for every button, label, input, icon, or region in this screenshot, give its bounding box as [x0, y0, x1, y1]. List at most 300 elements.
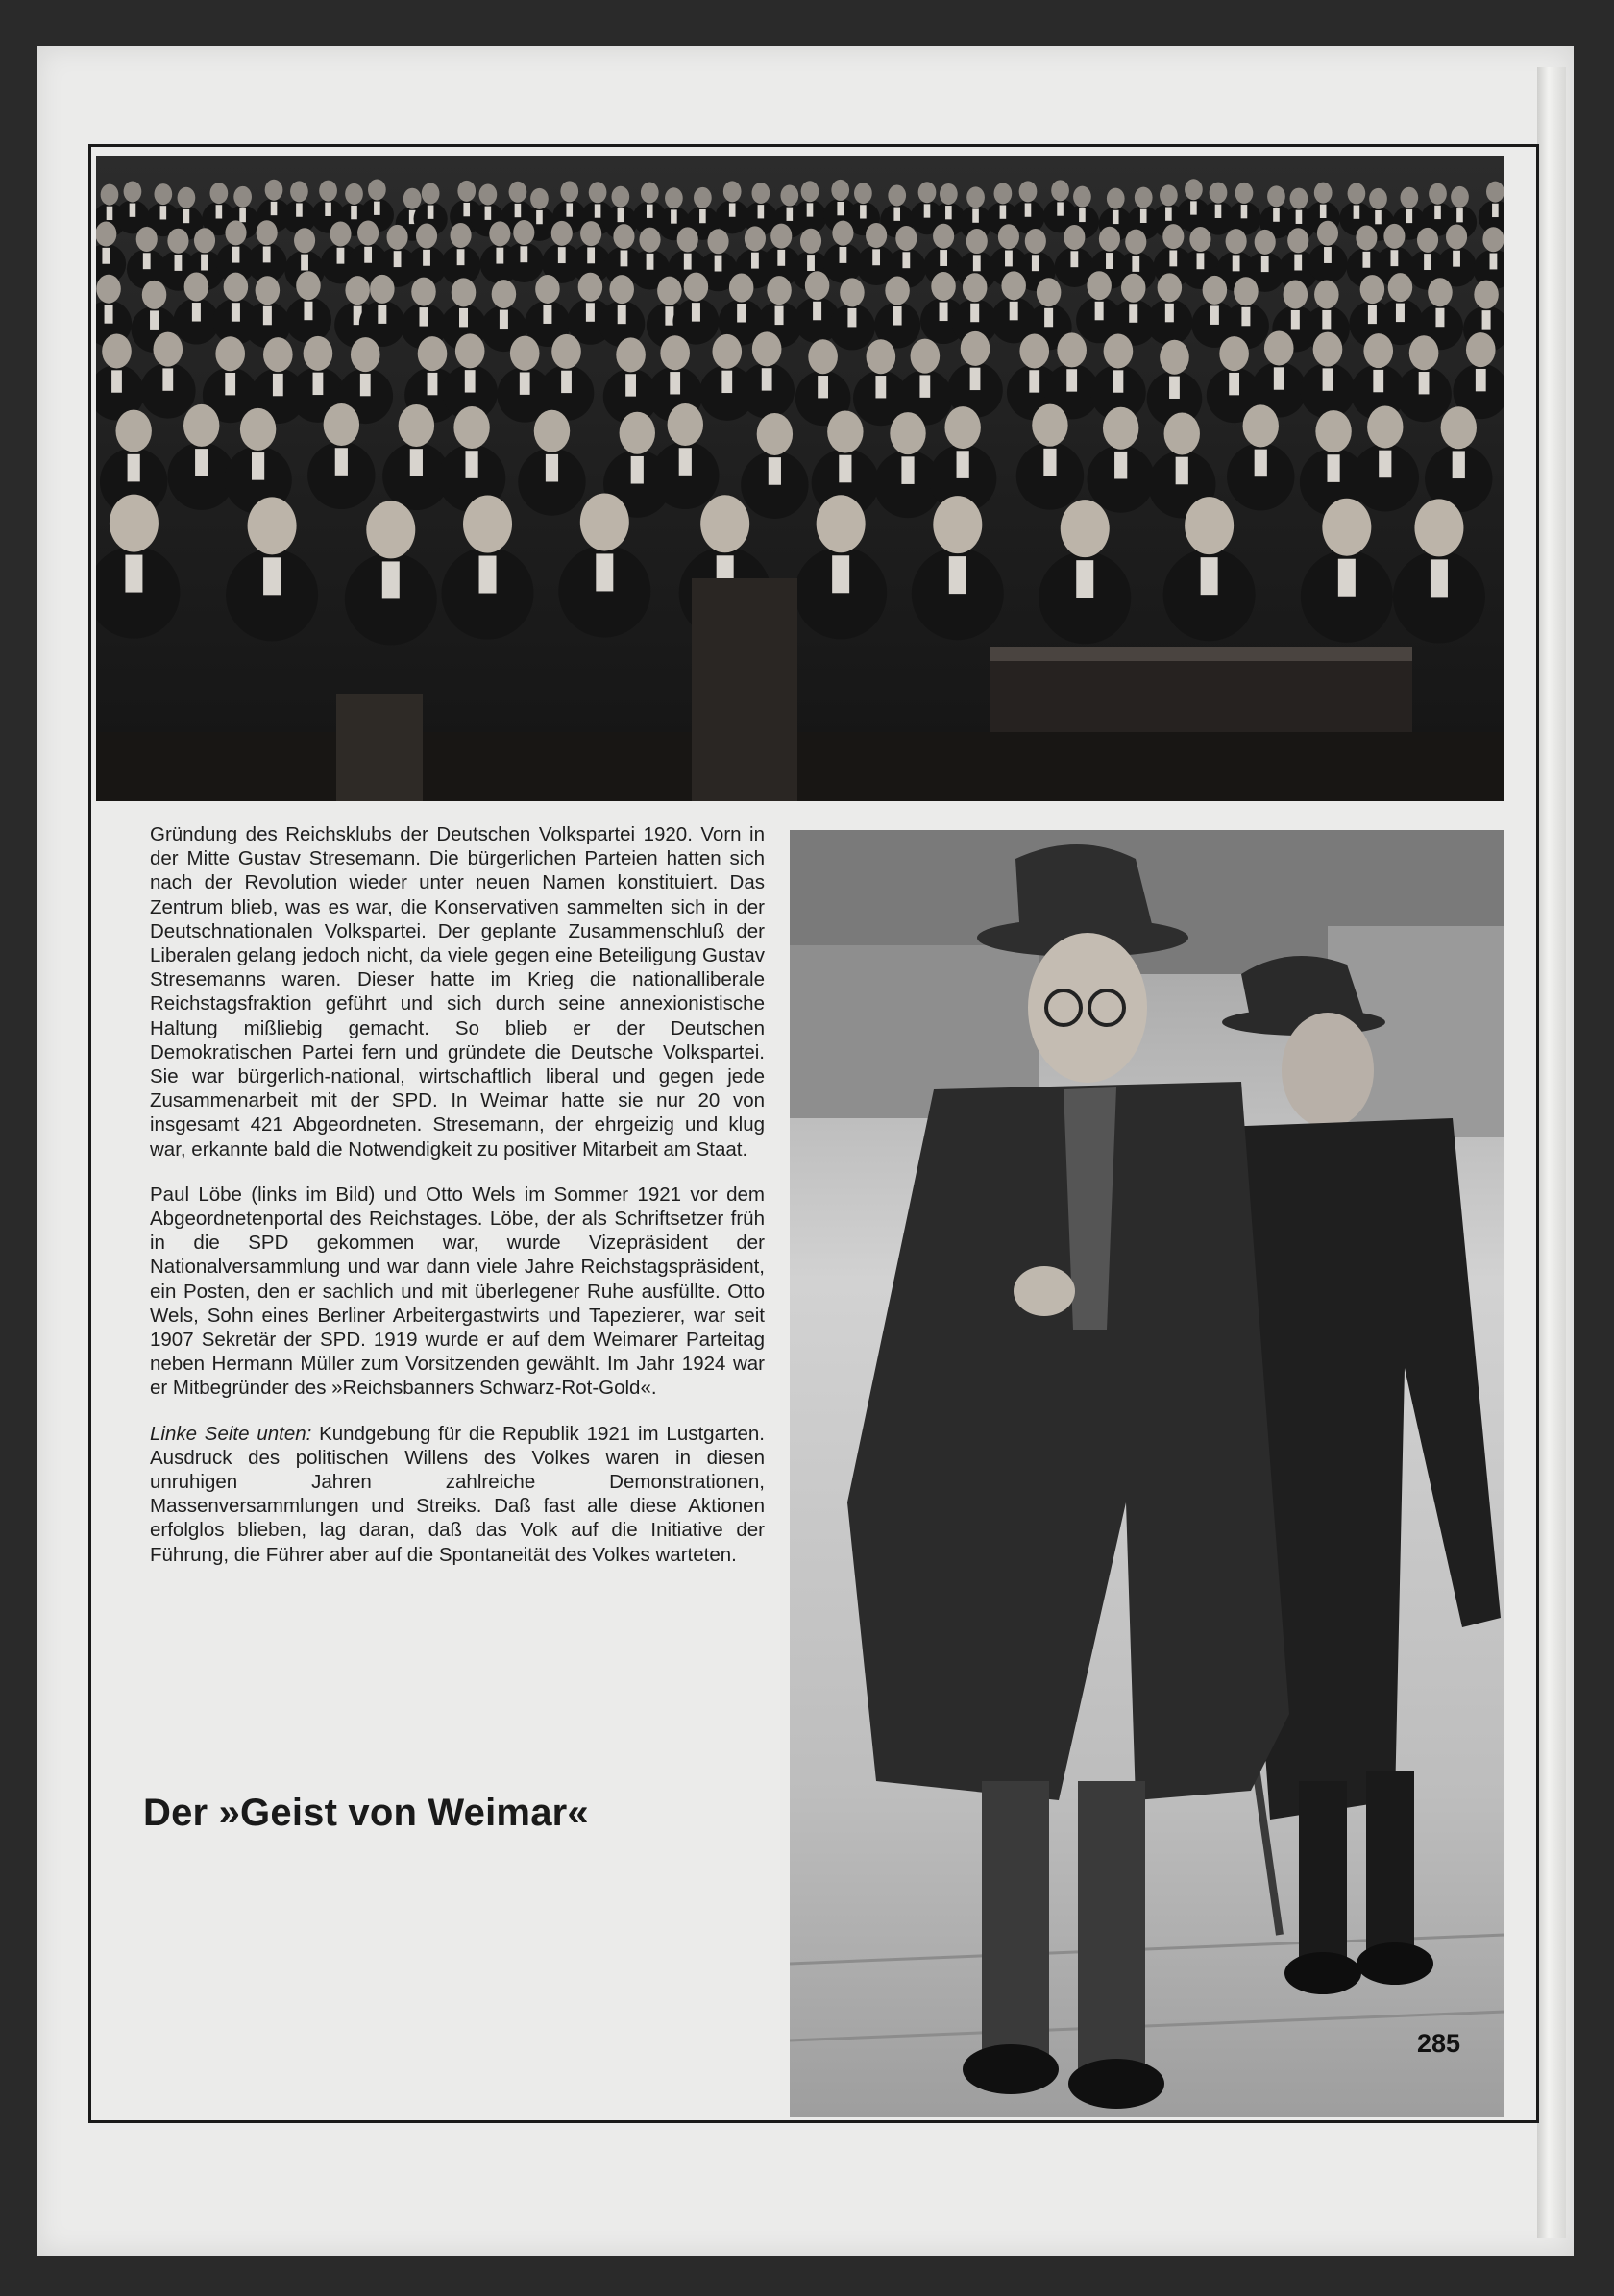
attendee-collar [428, 206, 434, 219]
attendee-head [294, 228, 315, 253]
attendee-head [1414, 499, 1463, 556]
attendee-collar [1197, 253, 1205, 269]
attendee-head [178, 187, 196, 208]
attendee-collar [1113, 370, 1124, 392]
attendee-head [800, 229, 821, 254]
attendee-collar [1169, 250, 1177, 266]
attendee-collar [618, 208, 624, 222]
attendee-collar [1066, 369, 1077, 391]
attendee-collar [1000, 205, 1007, 218]
attendee-head [1356, 226, 1377, 251]
attendee-head [933, 224, 954, 249]
attendee-collar [840, 247, 847, 263]
caption-paragraph-3-text: Kundgebung für die Republik 1921 im Lustgarten. Ausdruck des politischen Willens des Volkes waren in diesen unruhigen Jahren zahlreiche Demonstrationen, Massenversammlungen und Streiks. Daß fast alle diese Aktionen erfolglos blieben, lag daran, daß das Volk auf die Initiative der Führung, die Führer aber auf die Spontaneität des Volkes warteten. [150, 1422, 765, 1566]
attendee-collar [1379, 451, 1391, 478]
attendee-collar [543, 305, 551, 324]
attendee-head [319, 181, 337, 202]
attendee-head [1001, 271, 1026, 300]
attendee-collar [621, 250, 628, 266]
page-number: 285 [1416, 2029, 1460, 2058]
attendee-head [366, 501, 415, 558]
attendee-head [1032, 404, 1067, 447]
attendee-collar [832, 555, 849, 593]
attendee-head [1019, 181, 1038, 202]
attendee-head [966, 229, 988, 254]
attendee-head [296, 271, 321, 300]
attendee-collar [263, 247, 271, 263]
attendee-head [1428, 278, 1453, 306]
attendee-head [370, 275, 395, 304]
attendee-collar [313, 373, 324, 395]
attendee-collar [631, 456, 644, 484]
attendee-head [233, 186, 252, 208]
attendee-head [96, 222, 116, 247]
attendee-head [411, 278, 436, 306]
attendee-head [580, 221, 601, 246]
attendee-collar [128, 454, 140, 482]
attendee-collar [587, 247, 595, 263]
attendee-head [535, 275, 560, 304]
attendee-head [225, 220, 246, 245]
attendee-collar [1327, 454, 1339, 482]
attendee-head [452, 278, 477, 306]
attendee-collar [566, 203, 573, 216]
attendee-head [745, 226, 766, 251]
attendee-head [463, 496, 512, 553]
attendee-head [183, 404, 219, 447]
attendee-collar [1453, 451, 1465, 478]
attendee-collar [216, 205, 223, 218]
sleeve-edge [1537, 67, 1566, 2238]
attendee-head [357, 221, 379, 246]
attendee-collar [1322, 310, 1331, 330]
attendee-head [1203, 276, 1228, 305]
attendee-collar [150, 310, 159, 330]
attendee-head [684, 273, 709, 302]
attendee-head [1243, 404, 1279, 447]
attendee-head [578, 273, 603, 302]
attendee-collar [949, 556, 966, 594]
attendee-head [453, 406, 489, 449]
attendee-head [770, 224, 792, 249]
caption-paragraph-1: Gründung des Reichsklubs der Deutschen Volkspartei 1920. Vorn in der Mitte Gustav Stresemann. Die bürgerlichen Parteien hatten sich nach der Revolution wieder unter neuen Namen konstituiert. Das Zentrum blieb, was es war, die Konservativen sammelten sich in der Deutschnationalen Volkspartei. Der geplante Zusammenschluß der Liberalen gelang jedoch nicht, da viele gegen eine Beteiligung Gustav Stresemanns waren. Dieser hatte im Krieg die nationalliberale Reichstagsfraktion geführt und sich durch seine annexionistische Haltung mißliebig gemacht. So blieb er der Deutschen Demokratischen Partei fern und gründete die Deutsche Volkspartei. Sie war bürgerlich-national, wirtschaftlich liberal und gegen jede Zusammenarbeit mit der SPD. In Weimar hatte sie nur 20 von insgesamt 421 Abgeordneten. Stresemann, der ehrgeizig und klug war, erkannte bald die Notwendigkeit zu positiver Mitarbeit am Staat. [150, 823, 765, 1160]
attendee-collar [515, 204, 522, 217]
attendee-head [890, 412, 925, 454]
attendee-head [668, 403, 703, 446]
attendee-head [1057, 332, 1087, 367]
attendee-head [1160, 340, 1189, 375]
attendee-head [757, 413, 793, 455]
attendee-head [911, 339, 941, 374]
attendee-head [330, 221, 351, 246]
attendee-head [265, 180, 283, 201]
attendee-head [700, 495, 749, 552]
attendee-head [351, 337, 380, 372]
attendee-head [153, 332, 183, 367]
attendee-collar [143, 253, 151, 269]
attendee-head [399, 404, 434, 447]
attendee-collar [335, 448, 348, 476]
attendee-head [1429, 183, 1447, 205]
attendee-head [657, 277, 682, 305]
attendee-collar [737, 304, 746, 323]
attendee-collar [536, 210, 543, 224]
attendee-head [1235, 183, 1254, 204]
attendee-collar [520, 246, 527, 262]
attendee-head [867, 339, 896, 374]
attendee-head [404, 188, 422, 209]
attendee-head [1400, 187, 1418, 208]
attendee-head [694, 187, 712, 208]
attendee-head [944, 406, 980, 449]
attendee-collar [232, 247, 240, 263]
attendee-head [1314, 183, 1333, 204]
attendee-collar [105, 305, 113, 324]
attendee-head [885, 277, 910, 305]
attendee-head [660, 335, 690, 370]
attendee-head [240, 408, 276, 451]
attendee-collar [1057, 202, 1064, 215]
attendee-collar [364, 247, 372, 263]
attendee-head [194, 228, 215, 253]
attendee-head [752, 331, 782, 366]
attendee-head [641, 183, 659, 204]
attendee-collar [459, 308, 468, 328]
attendee-collar [175, 255, 183, 271]
attendee-head [888, 184, 906, 206]
attendee-collar [337, 248, 345, 264]
attendee-collar [1294, 255, 1302, 271]
attendee-collar [1076, 560, 1093, 598]
attendee-collar [102, 248, 110, 264]
attendee-collar [1406, 209, 1413, 223]
attendee-collar [758, 205, 765, 218]
attendee-head [1255, 230, 1276, 255]
attendee-head [1121, 274, 1146, 303]
attendee-collar [1492, 204, 1499, 217]
attendee-collar [130, 204, 136, 217]
attendee-head [1158, 273, 1183, 302]
attendee-head [257, 220, 278, 245]
attendee-head [534, 410, 570, 452]
attendee-head [215, 336, 245, 371]
attendee-head [1219, 336, 1249, 371]
attendee-collar [1375, 210, 1382, 224]
attendee-collar [618, 305, 626, 325]
attendee-head [422, 183, 440, 204]
attendee-collar [304, 302, 312, 321]
attendee-head [115, 410, 151, 452]
attendee-head [416, 224, 437, 249]
attendee-collar [751, 253, 759, 269]
attendee-head [492, 280, 517, 308]
attendee-collar [1323, 368, 1333, 390]
attendee-collar [201, 255, 208, 271]
attendee-collar [1165, 304, 1174, 323]
attendee-head [513, 220, 534, 245]
attendee-head [1369, 188, 1387, 209]
attendee-head [1363, 333, 1393, 368]
attendee-head [940, 183, 958, 205]
attendee-collar [1025, 203, 1032, 216]
attendee-head [1290, 188, 1308, 209]
attendee-collar [263, 557, 281, 595]
attendee-collar [1324, 247, 1332, 263]
attendee-head [1322, 499, 1371, 556]
attendee-head [866, 223, 887, 248]
attendee-head [1441, 406, 1477, 449]
attendee-head [1064, 225, 1085, 250]
attendee-head [210, 183, 229, 204]
attendee-collar [902, 252, 910, 268]
attendee-collar [1435, 308, 1444, 328]
attendee-collar [271, 202, 278, 215]
attendee-collar [558, 247, 566, 263]
attendee-collar [875, 376, 886, 398]
attendee-head [589, 182, 607, 203]
attendee-head [304, 336, 333, 371]
attendee-collar [847, 308, 856, 328]
attendee-head [1284, 280, 1308, 308]
attendee-head [931, 272, 956, 301]
attendee-head [1185, 497, 1234, 554]
attendee-collar [1229, 373, 1239, 395]
attendee-collar [1274, 367, 1284, 389]
attendee-head [1317, 221, 1338, 246]
attendee-collar [107, 207, 113, 220]
attendee-head [124, 181, 142, 202]
attendee-collar [715, 256, 722, 272]
attendee-collar [777, 250, 785, 266]
attendee-collar [1320, 205, 1327, 218]
attendee-head [1348, 183, 1366, 204]
attendee-head [707, 229, 728, 254]
attendee-collar [762, 368, 772, 390]
attendee-collar [301, 255, 308, 271]
attendee-collar [1176, 457, 1188, 485]
attendee-head [817, 495, 866, 552]
attendee-collar [970, 304, 979, 323]
attendee-collar [162, 368, 173, 390]
attendee-head [805, 271, 830, 300]
attendee-collar [647, 205, 653, 218]
attendee-collar [1005, 251, 1013, 267]
attendee-head [1388, 273, 1413, 302]
attendee-head [263, 337, 293, 372]
attendee-collar [360, 374, 371, 396]
attendee-head [136, 227, 158, 252]
attendee-head [387, 225, 408, 250]
attendee-head [1160, 184, 1178, 206]
attendee-collar [1132, 256, 1139, 272]
attendee-head [712, 334, 742, 369]
attendee-head [609, 275, 634, 304]
attendee-collar [957, 451, 969, 478]
attendee-head [451, 223, 472, 248]
attendee-collar [940, 303, 948, 322]
attendee-collar [239, 208, 246, 222]
attendee-collar [1095, 302, 1104, 321]
attendee-collar [183, 209, 190, 223]
loebe-wels-photo [790, 830, 1504, 2117]
caption-paragraph-2: Paul Löbe (links im Bild) und Otto Wels im Sommer 1921 vor dem Abgeordnetenportal des Reichstages. Löbe, der als Schriftsetzer früh in die SPD gekommen war, wurde Vizepräsident der Nationalversammlung und war dann viele Jahre Reichstagspräsident, ein Posten, den er sachlich und mit überlegener Ruhe ausfüllte. Otto Wels, Sohn eines Berliner Arbeitergastwirts und Tapezierer, war seit 1907 Sekretär der SPD. 1919 wurde er auf dem Weimarer Parteitag neben Hermann Müller zum Vorsitzenden gewählt. Im Jahr 1924 war er Mitbegründer des »Reichsbanners Schwarz-Rot-Gold«. [150, 1183, 765, 1400]
attendee-head [455, 333, 485, 368]
attendee-collar [1482, 310, 1491, 330]
attendee-collar [546, 454, 558, 482]
attendee-head [1164, 412, 1200, 454]
attendee-head [1125, 230, 1146, 255]
attendee-collar [1273, 208, 1280, 221]
attendee-collar [1010, 302, 1018, 321]
attendee-collar [596, 553, 613, 591]
attendee-collar [924, 204, 931, 217]
attendee-head [184, 273, 209, 302]
attendee-collar [625, 374, 636, 396]
attendee-head [96, 275, 121, 304]
attendee-head [1383, 224, 1405, 249]
attendee-collar [1431, 559, 1448, 597]
attendee-collar [1476, 369, 1486, 391]
attendee-head [1025, 229, 1046, 254]
attendee-collar [423, 250, 430, 266]
attendee-head [801, 181, 819, 202]
attendee-collar [901, 456, 914, 484]
attendee-head [613, 224, 634, 249]
attendee-collar [1079, 208, 1086, 222]
attendee-collar [500, 310, 508, 330]
attendee-collar [374, 202, 380, 215]
attendee-head [509, 182, 527, 203]
attendee-head [994, 183, 1013, 204]
attendee-collar [1261, 256, 1269, 272]
attendee-collar [1233, 255, 1240, 271]
attendee-head [1234, 277, 1259, 305]
attendee-head [1210, 183, 1228, 204]
attendee-head [1037, 278, 1062, 306]
attendee-collar [940, 250, 947, 266]
attendee-collar [325, 203, 331, 216]
attendee-collar [520, 372, 530, 394]
attendee-collar [1210, 305, 1219, 325]
attendee-collar [1255, 450, 1267, 477]
attendee-head [580, 493, 629, 550]
attendee-collar [692, 303, 700, 322]
attendee-head [1451, 186, 1469, 208]
attendee-head [345, 276, 370, 305]
attendee-collar [273, 374, 283, 396]
attendee-collar [1241, 307, 1250, 327]
caption-block [150, 822, 765, 1588]
attendee-head [840, 278, 865, 306]
attendee-head [479, 184, 498, 206]
attendee-collar [699, 209, 706, 223]
attendee-collar [457, 249, 465, 265]
attendee-collar [111, 370, 122, 392]
attendee-head [1267, 185, 1285, 207]
attendee-collar [561, 371, 572, 393]
attendee-head [489, 221, 510, 246]
attendee-head [665, 187, 683, 208]
attendee-head [961, 331, 990, 366]
attendee-head [1409, 335, 1439, 370]
attendee-collar [1456, 208, 1463, 222]
attendee-head [780, 185, 798, 207]
attendee-collar [945, 206, 952, 219]
attendee-head [620, 412, 655, 454]
attendee-head [1226, 229, 1247, 254]
attendee-collar [1190, 201, 1197, 214]
attendee-head [933, 496, 982, 553]
attendee-collar [1434, 206, 1441, 219]
attendee-collar [1169, 377, 1180, 399]
attendee-head [1313, 332, 1343, 367]
attendee-collar [1368, 305, 1377, 325]
attendee-collar [775, 306, 784, 326]
attendee-head [808, 339, 838, 374]
attendee-collar [665, 306, 673, 326]
attendee-collar [647, 254, 654, 270]
attendee-collar [586, 303, 595, 322]
attendee-collar [1165, 208, 1172, 221]
attendee-head [616, 337, 646, 372]
attendee-collar [160, 206, 167, 219]
attendee-head [611, 186, 629, 208]
attendee-head [167, 229, 188, 254]
attendee-collar [378, 305, 386, 324]
attendee-collar [351, 206, 357, 219]
attendee-head [551, 221, 573, 246]
attendee-head [345, 183, 363, 205]
attendee-collar [813, 302, 821, 321]
attendee-collar [479, 556, 497, 594]
attendee-head [1474, 281, 1499, 309]
attendee-head [1087, 271, 1112, 300]
attendee-collar [195, 449, 208, 476]
attendee-head [418, 336, 448, 371]
attendee-head [832, 221, 853, 246]
attendee-collar [125, 555, 142, 593]
attendee-collar [1338, 559, 1356, 597]
attendee-head [752, 183, 770, 204]
attendee-collar [263, 306, 272, 326]
attendee-head [1315, 410, 1351, 452]
attendee-collar [893, 306, 902, 326]
attendee-collar [970, 368, 981, 390]
attendee-head [154, 183, 172, 205]
attendee-head [998, 224, 1019, 249]
attendee-collar [225, 373, 235, 395]
attendee-collar [1201, 557, 1218, 595]
attendee-collar [1362, 252, 1370, 268]
attendee-head [368, 180, 386, 201]
attendee-head [256, 276, 281, 305]
attendee-collar [1396, 304, 1405, 323]
attendee-head [966, 186, 985, 208]
attendee-head [1482, 227, 1504, 252]
caption-lead: Linke Seite unten: [150, 1422, 312, 1445]
attendee-collar [684, 254, 692, 270]
attendee-collar [1113, 210, 1119, 224]
attendee-head [1287, 228, 1308, 253]
caption-paragraph-3 [150, 1422, 765, 1567]
attendee-head [1264, 331, 1294, 366]
attendee-head [1135, 187, 1153, 208]
attendee-collar [232, 303, 240, 322]
attendee-collar [1354, 206, 1360, 219]
attendee-collar [769, 457, 781, 485]
attendee-head [142, 281, 167, 309]
attendee-collar [1215, 205, 1222, 218]
